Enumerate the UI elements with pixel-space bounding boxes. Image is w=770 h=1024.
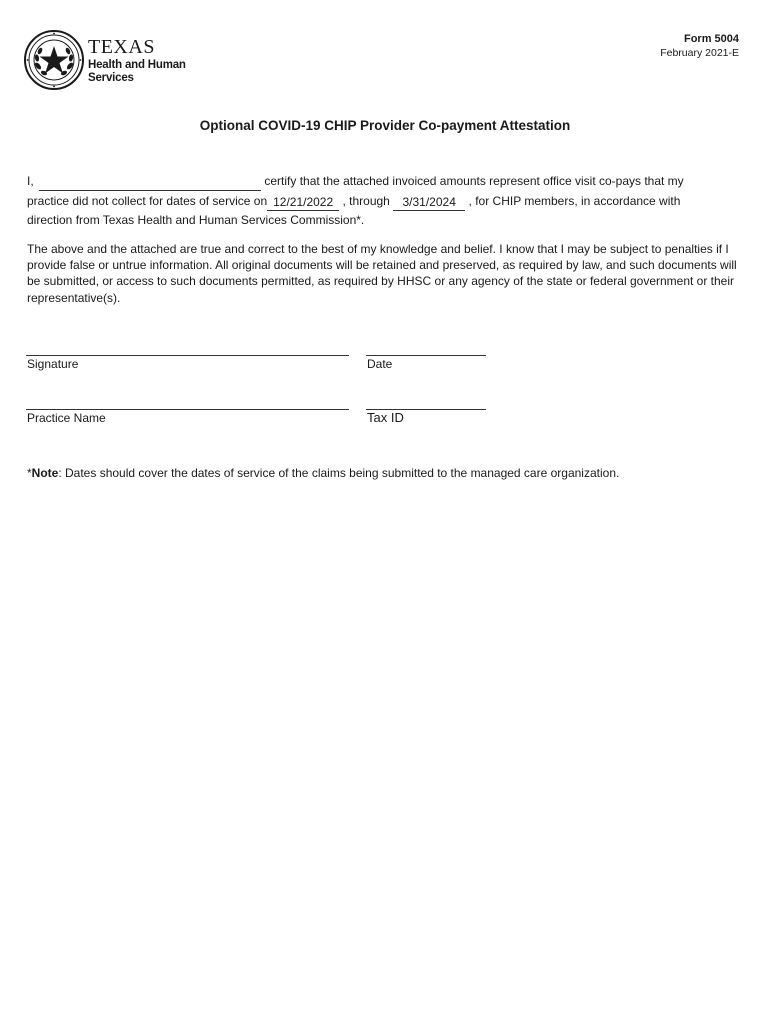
- footnote: [27, 466, 743, 480]
- date-line[interactable]: [366, 355, 486, 356]
- certification-text-2: practice did not collect for dates of service on: [27, 194, 268, 208]
- signature-label: Signature: [27, 357, 79, 371]
- page-title: Optional COVID-19 CHIP Provider Co-payment Attestation: [199, 118, 571, 133]
- certification-line-2: [27, 192, 743, 211]
- through-text: , through: [342, 194, 390, 208]
- service-date-to-field[interactable]: 3/31/2024: [393, 195, 465, 211]
- name-field[interactable]: [39, 175, 261, 191]
- certification-text-3: , for CHIP members, in accordance with: [468, 194, 681, 208]
- certification-line-3: direction from Texas Health and Human Services Commission*.: [27, 213, 365, 227]
- form-revision-date: February 2021-E: [660, 47, 739, 59]
- logo-subtitle-line1: Health and Human: [88, 59, 186, 71]
- tax-id-label: Tax ID: [367, 410, 404, 425]
- certification-line-1: [27, 172, 743, 191]
- signature-line[interactable]: [26, 355, 349, 356]
- form-number: Form 5004: [683, 33, 739, 45]
- date-label: Date: [367, 357, 393, 371]
- logo-title: TEXAS: [88, 36, 155, 58]
- service-date-from-field[interactable]: 12/21/2022: [267, 195, 339, 211]
- certification-prefix: I,: [27, 174, 34, 188]
- note-text: : Dates should cover the dates of service of the claims being submitted to the managed care organization.: [58, 466, 620, 480]
- practice-name-line[interactable]: [26, 409, 349, 410]
- practice-name-label: Practice Name: [27, 411, 106, 425]
- logo-subtitle-line2: Services: [88, 71, 134, 84]
- logo-subtitle: [88, 59, 186, 84]
- note-label: Note: [31, 466, 59, 480]
- declaration-paragraph: The above and the attached are true and correct to the best of my knowledge and belief. I know that I may be subject to penalties if I provide false or untrue information. All original documents will be retained and preserved, as required by law, and such documents will be submitted, or access to such documents permitted, as required by HHSC or any agency of the state or federal government or their representative(s).: [27, 242, 737, 305]
- note-asterisk: *: [27, 466, 32, 480]
- certification-text-1: certify that the attached invoiced amounts represent office visit co-pays that my: [264, 174, 684, 188]
- texas-seal-logo: [24, 30, 84, 90]
